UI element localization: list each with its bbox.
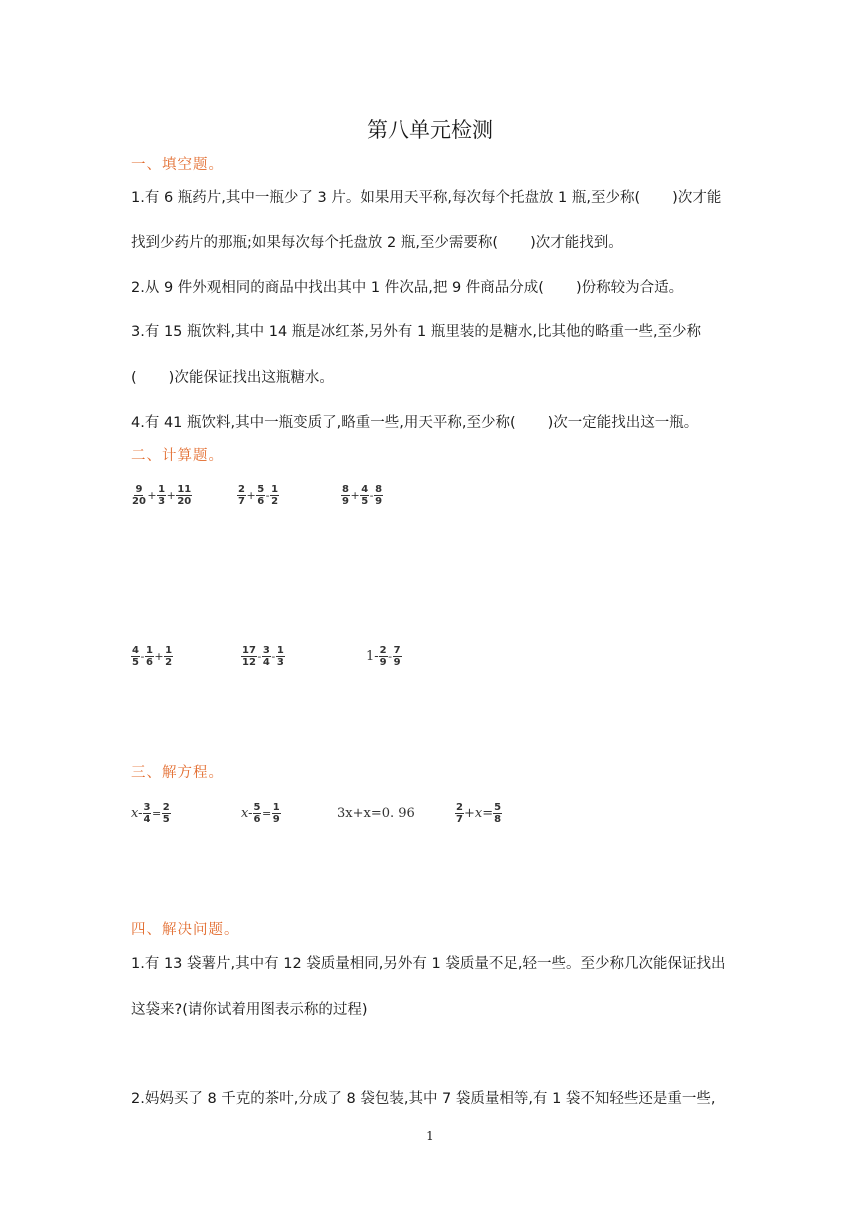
fraction [341, 484, 350, 507]
fraction-denominator: 5 [162, 814, 170, 825]
fraction [493, 802, 502, 825]
fraction-numerator: 7 [393, 645, 401, 656]
problem-2-line-1: 2.妈妈买了 8 千克的茶叶,分成了 8 袋包装,其中 7 袋质量相等,有 1 袋不知轻些还是重一些, [131, 1091, 716, 1107]
math-operator: - [271, 650, 276, 663]
fraction-denominator: 9 [379, 657, 387, 668]
fraction-denominator: 3 [158, 496, 166, 507]
fraction-numerator: 2 [238, 484, 245, 495]
math-operator: +x= [463, 806, 494, 821]
fill-question-1-line-1 [131, 186, 721, 207]
fraction-numerator: 11 [177, 484, 192, 495]
fill-question-3-line-2 [131, 366, 334, 387]
fill-q4-text-a: 4.有 41 瓶饮料,其中一瓶变质了,略重一些,用天平称,至少称( [131, 415, 516, 431]
fraction-numerator: 3 [143, 802, 151, 813]
fraction [131, 484, 147, 507]
fraction-denominator: 20 [177, 496, 192, 507]
math-operator: = [261, 807, 272, 820]
fill-q1-text-d: )次才能找到。 [530, 235, 623, 251]
fraction [393, 645, 402, 668]
fraction-numerator: 2 [379, 645, 387, 656]
fraction [176, 484, 192, 507]
math-operator: x- [241, 806, 253, 821]
fraction [262, 645, 271, 668]
fraction-denominator: 5 [132, 657, 139, 668]
math-operator: - [388, 650, 393, 663]
fraction-numerator: 1 [276, 645, 284, 656]
fill-q1-text-b: )次才能 [672, 190, 722, 206]
fraction [145, 645, 154, 668]
problem-1-line-1: 1.有 13 袋薯片,其中有 12 袋质量相同,另外有 1 袋质量不足,轻一些。至少称几次能保证找出 [131, 956, 726, 972]
fraction [270, 484, 279, 507]
fraction-numerator: 1 [158, 484, 166, 495]
page-number: 1 [426, 1129, 434, 1143]
fraction [157, 484, 166, 507]
fill-q2-text-a: 2.从 9 件外观相同的商品中找出其中 1 件次品,把 9 件商品分成( [131, 280, 544, 296]
fraction-numerator: 5 [257, 484, 265, 495]
math-operator: + [147, 489, 157, 502]
fraction-denominator: 20 [132, 496, 146, 507]
fill-question-3-line-1: 3.有 15 瓶饮料,其中 14 瓶是冰红茶,另外有 1 瓶里装的是糖水,比其他的略重一些,至少称 [131, 324, 702, 340]
calc-expression-2 [237, 484, 279, 507]
math-operator: - [265, 489, 270, 502]
calc-expression-1 [131, 484, 192, 507]
fill-q2-text-b: )份称较为合适。 [575, 280, 684, 296]
fill-question-4 [131, 411, 698, 432]
fraction-numerator: 5 [494, 802, 502, 813]
fraction-numerator: 4 [361, 484, 369, 495]
equation-4 [455, 802, 502, 825]
math-operator: x- [131, 806, 143, 821]
fraction-denominator: 3 [276, 657, 284, 668]
fill-q3-text-b: ( [131, 370, 137, 386]
equation-3: 3x+x=0. 96 [337, 806, 415, 821]
fraction [256, 484, 265, 507]
fraction [241, 645, 257, 668]
calc-expression-4 [131, 645, 173, 668]
math-operator: - [369, 489, 374, 502]
fraction-denominator: 6 [257, 496, 265, 507]
fraction [131, 645, 140, 668]
fraction-denominator: 9 [393, 657, 401, 668]
math-operator: = [151, 807, 162, 820]
fraction [237, 484, 246, 507]
fraction [379, 645, 388, 668]
fill-q3-text-c: )次能保证找出这瓶糖水。 [168, 370, 334, 386]
fraction-denominator: 6 [145, 657, 153, 668]
fraction-numerator: 9 [135, 484, 143, 495]
fraction [253, 802, 262, 825]
section-heading-equations: 三、解方程。 [131, 765, 224, 781]
fraction [162, 802, 171, 825]
fraction-numerator: 3 [262, 645, 270, 656]
fraction-numerator: 8 [375, 484, 383, 495]
fraction [164, 645, 173, 668]
math-operator: - [140, 650, 145, 663]
math-operator: - [257, 650, 262, 663]
fraction-denominator: 7 [456, 814, 463, 825]
fill-q1-text-c: 找到少药片的那瓶;如果每次每个托盘放 2 瓶,至少需要称( [131, 235, 499, 251]
fraction [455, 802, 464, 825]
fraction-denominator: 6 [253, 814, 261, 825]
fraction-denominator: 8 [494, 814, 502, 825]
fill-question-1-line-2 [131, 231, 623, 252]
fraction-denominator: 4 [262, 657, 270, 668]
fraction-denominator: 9 [272, 814, 280, 825]
fraction [360, 484, 369, 507]
calc-expression-6 [366, 645, 402, 668]
page-title: 第八单元检测 [367, 118, 493, 142]
fraction-denominator: 12 [242, 657, 256, 668]
equation-2 [241, 802, 281, 825]
fraction-numerator: 1 [271, 484, 279, 495]
math-operator: + [154, 650, 164, 663]
fraction-numerator: 17 [242, 645, 256, 656]
section-heading-fill: 一、填空题。 [131, 157, 224, 173]
fraction [276, 645, 285, 668]
fraction-denominator: 7 [238, 496, 245, 507]
fraction [143, 802, 152, 825]
fraction-numerator: 5 [253, 802, 261, 813]
fraction-denominator: 4 [143, 814, 151, 825]
fraction-denominator: 2 [165, 657, 173, 668]
fraction-numerator: 1 [165, 645, 173, 656]
fraction-denominator: 9 [375, 496, 383, 507]
fill-question-2 [131, 276, 683, 297]
fraction-denominator: 2 [271, 496, 279, 507]
fraction-denominator: 9 [342, 496, 349, 507]
fraction-numerator: 2 [456, 802, 463, 813]
fraction-denominator: 5 [361, 496, 369, 507]
fraction-numerator: 1 [272, 802, 280, 813]
math-operator: + [166, 489, 176, 502]
math-operator: 1- [366, 649, 379, 664]
section-heading-problems: 四、解决问题。 [131, 922, 240, 938]
equation-1 [131, 802, 171, 825]
math-operator: + [246, 489, 256, 502]
calc-expression-5 [241, 645, 285, 668]
fill-q4-text-b: )次一定能找出这一瓶。 [547, 415, 699, 431]
fraction-numerator: 1 [145, 645, 153, 656]
section-heading-calc: 二、计算题。 [131, 448, 224, 464]
calc-expression-3 [341, 484, 383, 507]
fraction [374, 484, 383, 507]
fraction-numerator: 4 [132, 645, 139, 656]
fraction [272, 802, 281, 825]
fill-q1-text-a: 1.有 6 瓶药片,其中一瓶少了 3 片。如果用天平称,每次每个托盘放 1 瓶,至少称( [131, 190, 641, 206]
math-operator: + [350, 489, 360, 502]
fraction-numerator: 2 [162, 802, 170, 813]
problem-1-line-2: 这袋来?(请你试着用图表示称的过程) [131, 1002, 368, 1018]
fraction-numerator: 8 [342, 484, 349, 495]
